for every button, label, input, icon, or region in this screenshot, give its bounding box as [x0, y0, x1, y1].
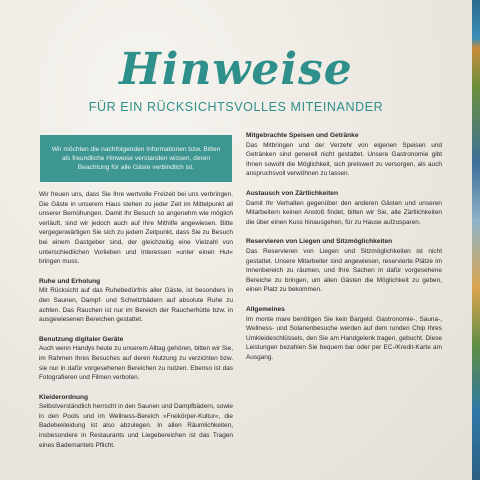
section-allgemeines [246, 305, 442, 363]
section-body: Selbstverständlich herrscht in den Saunen und Dampfbädern, sowie in den Pools und im Wellness-Bereich »Freikörper-Kultur«, die Badebekleidung ist also abzulegen. In allen Räumlichkeiten, insbesondere in Restaurants und Liegebereichen ist das Tragen eines Bademantels Pflicht. [39, 403, 233, 449]
section-ruhe [39, 277, 233, 325]
section-heading: Ruhe und Erholung [39, 277, 101, 285]
section-digitale-geraete [39, 335, 233, 383]
page-title: Hinweise [119, 44, 353, 95]
section-heading: Reservieren von Liegen und Sitzmöglichkeiten [246, 238, 393, 246]
section-zaertlichkeiten [246, 189, 442, 227]
intro-box [40, 135, 232, 182]
adjacent-page-edge [472, 0, 480, 480]
section-kleiderordnung [39, 393, 233, 451]
section-body: Damit Ihr Verhalten gegenüber den anderen Gästen und unseren Mitarbeitern keinen Anstoß findet, bitten wir Sie, alle Zärtlichkeiten die über einen Kuss hinausgehen, für zu Hause aufzusparen. [246, 199, 442, 226]
section-body: Das Mitbringen und der Verzehr von eigenen Speisen und Getränken sind generell nicht gestattet. Unsere Gastronomie gibt Ihnen sowohl die Möglichkeit, sich preiswert zu versorgen, als auch anspruchsvoll verwöhnen zu lassen. [246, 141, 442, 178]
left-column [39, 190, 233, 460]
section-heading: Mitgebrachte Speisen und Getränke [246, 132, 359, 139]
section-body: Mit Rücksicht auf das Ruhebedürfnis aller Gäste, ist besonders in den Saunen, Dampf- und Schwitzbädern auf absolute Ruhe zu achten. Das Rauchen ist nur im Bereich der Raucherhütte bzw. in ausgewiesenen Bereichen gestattet. [39, 287, 233, 324]
section-heading: Allgemeines [246, 305, 285, 313]
intro-paragraph [39, 190, 233, 267]
section-heading: Benutzung digitaler Geräte [39, 335, 124, 343]
section-body: Im monte mare benötigen Sie kein Bargeld. Gastronomie-, Sauna-, Wellness- und Solarienbesuche werden auf dem runden Chip Ihres Umkleideschlüssels, den Sie am Handgelenk tragen, gebucht. Diese Leistungen bezahlen Sie bequem bar oder per EC-/Kredit-Karte am Ausgang. [246, 315, 442, 361]
intro-box-text: Wir möchten die nachfolgenden Informationen bzw. Bitten als freundliche Hinweise verstanden wissen, deren Beachtung für alle Gäste verbindlich ist. [51, 146, 221, 171]
section-body: Auch wenn Handys heute zu unserem Alltag gehören, bitten wir Sie, im Rahmen Ihres Besuches auf deren Nutzung zu verzichten bzw. sie nur in dafür vorgesehenen Bereichen zu nutzen. Ebenso ist das Fotografieren und Filmen verboten. [39, 345, 233, 382]
intro-text: Wir freuen uns, dass Sie Ihre wertvolle Freizeit bei uns verbringen. Die Gäste in unserem Haus stehen zu jeder Zeit im Mittelpunkt all unserer Bemühungen. Damit Ihr Besuch so angenehm wie möglich verläuft, sind wir jedoch auch auf Ihre Mithilfe angewiesen. Bitte vergegenwärtigen Sie sich zu jedem Zeitpunkt, dass Sie zu Besuch bei einem Gastgeber sind, der gleichzeitig eine Vielzahl von unterschiedlichen Vorlieben und Interessen »unter einen Hut« bringen muss. [39, 191, 233, 266]
section-reservieren [246, 237, 442, 295]
section-body: Das Reservieren von Liegen und Sitzmöglichkeiten ist nicht gestattet. Unsere Mitarbeiter sind angewiesen, reservierte Plätze im Innenbereich zu räumen, und Ihre Sachen in dafür vorgesehene Bereiche zu bringen, um allen Gästen die Möglichkeit zu geben, einen Platz zu bekommen. [246, 247, 442, 294]
section-heading: Kleiderordnung [39, 393, 89, 401]
right-column [246, 131, 442, 372]
section-speisen-getraenke [246, 131, 442, 179]
section-heading: Austausch von Zärtlichkeiten [246, 189, 338, 197]
page-subtitle: FÜR EIN RÜCKSICHTSVOLLES MITEINANDER [88, 100, 384, 114]
